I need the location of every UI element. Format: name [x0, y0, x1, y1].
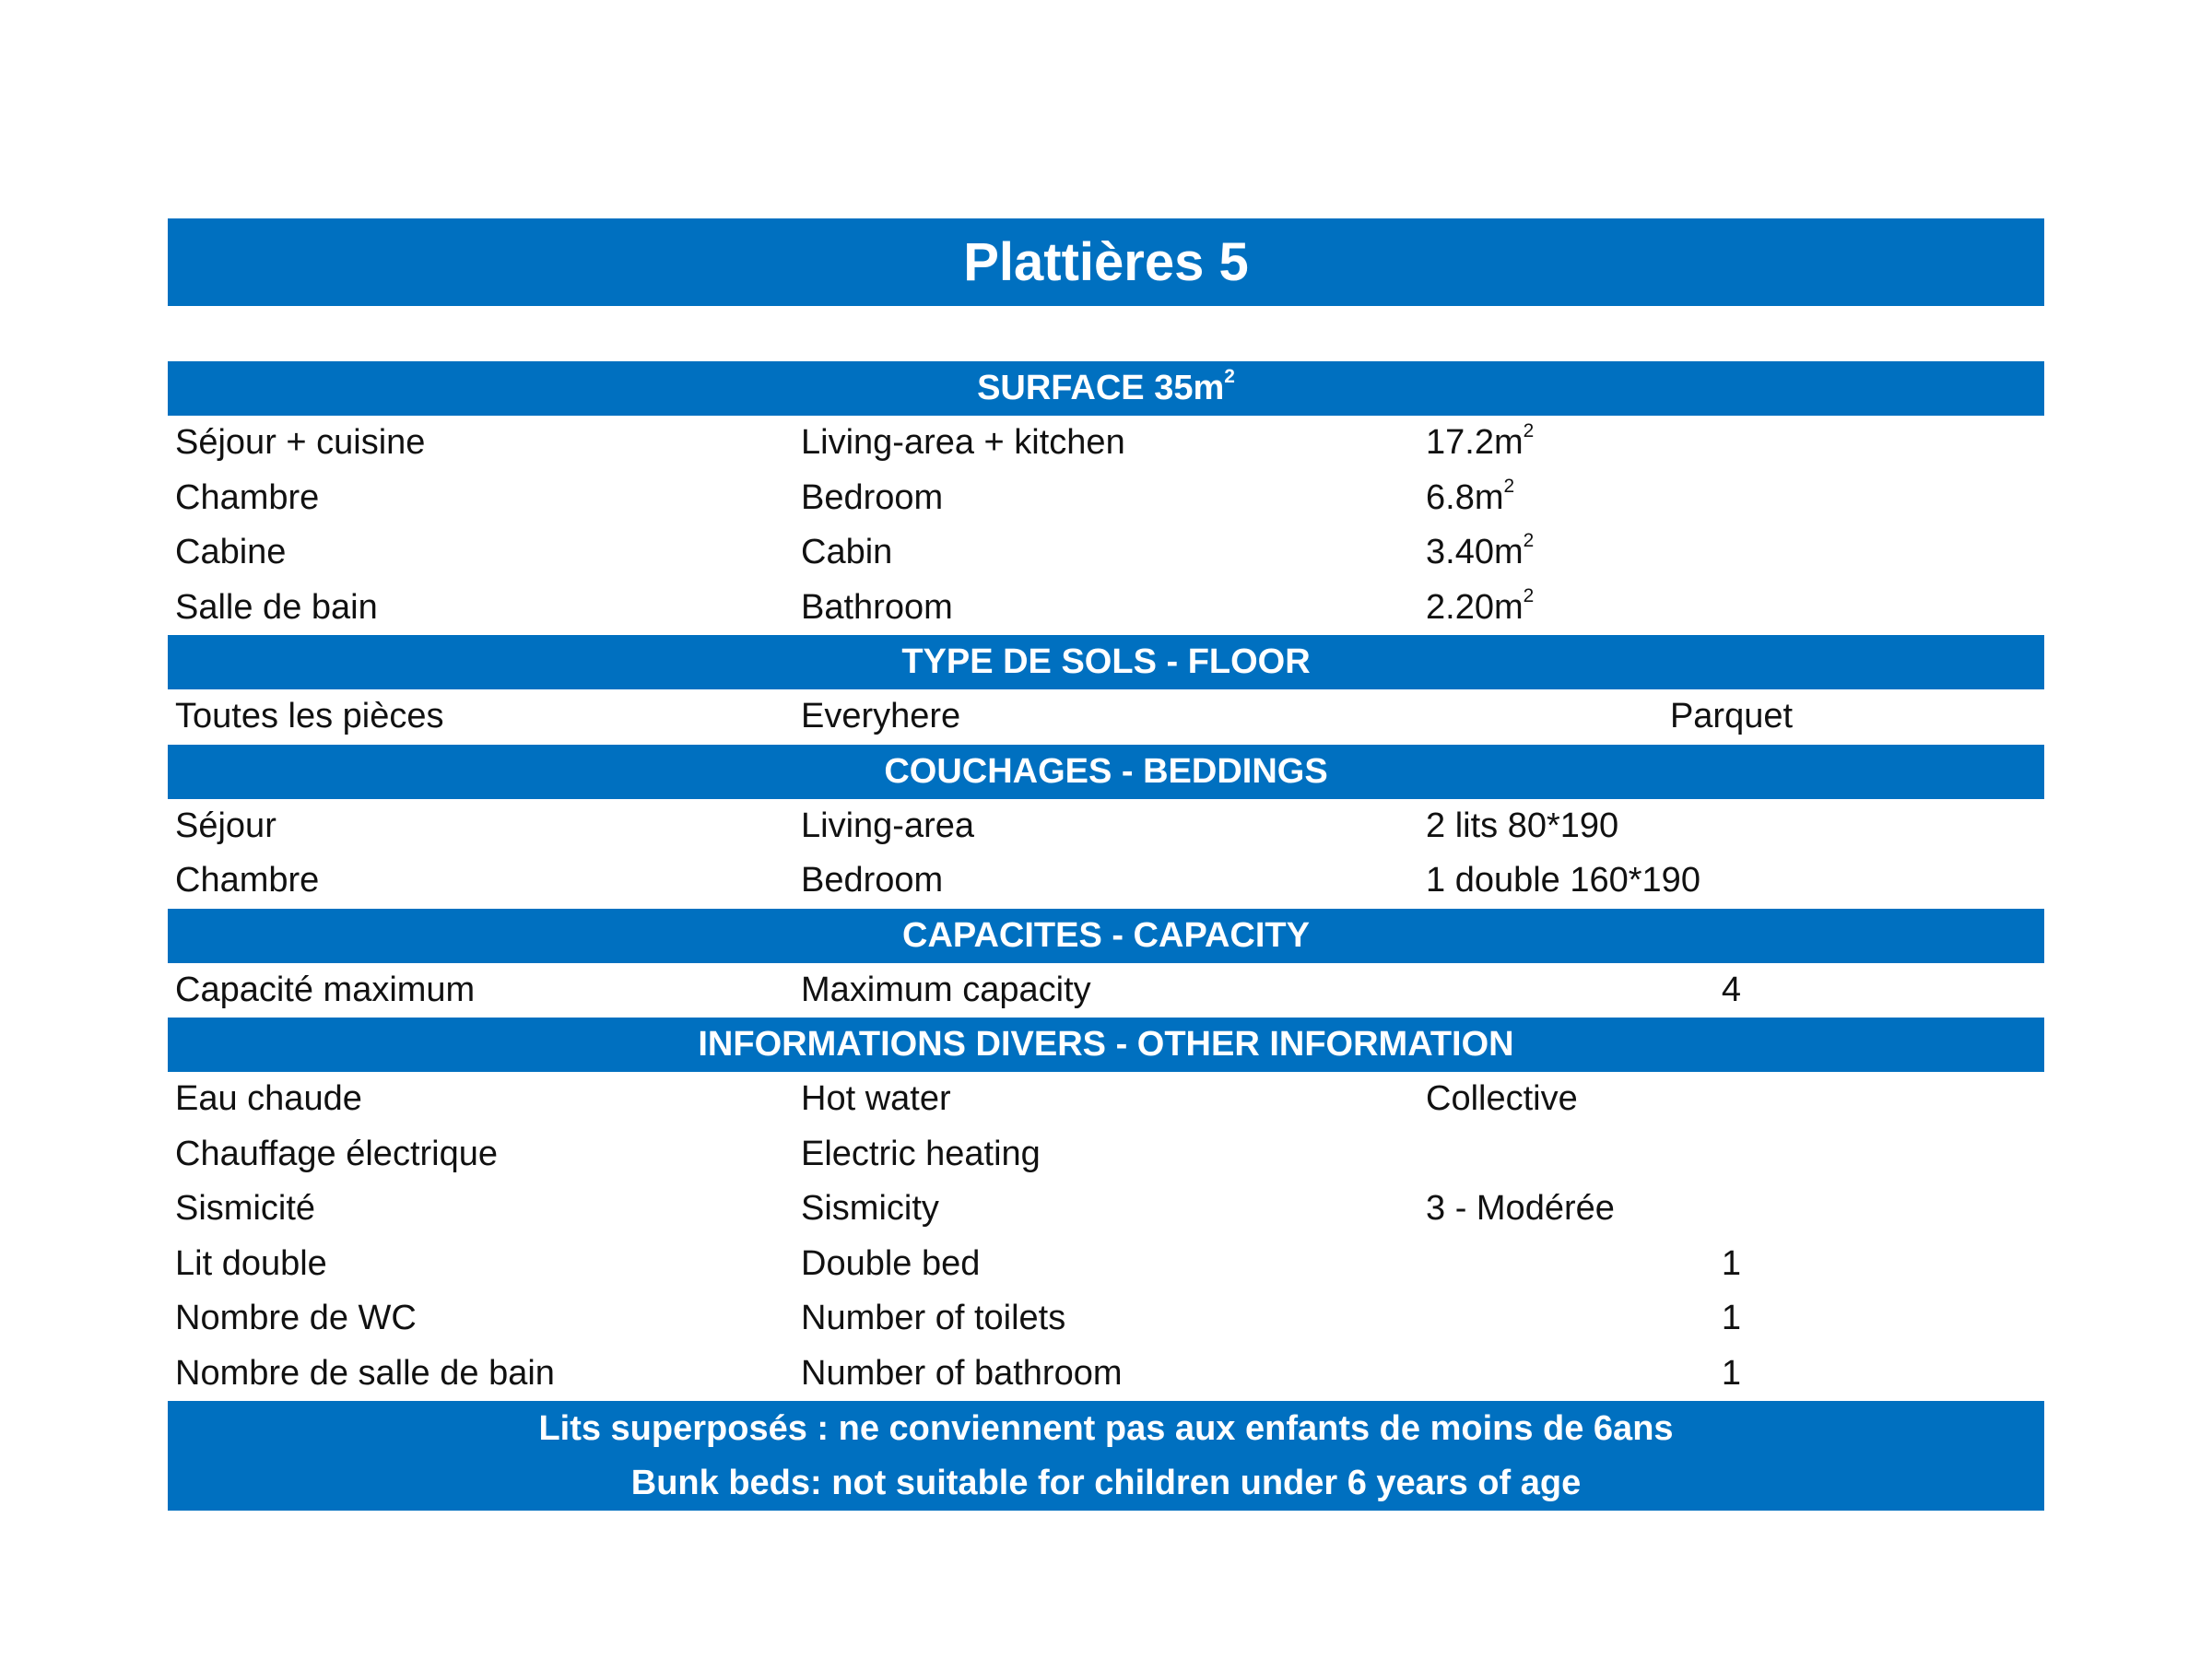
row-value — [1418, 420, 2044, 463]
value-sup: 2 — [1523, 530, 1535, 552]
row-label-fr: Sismicité — [175, 1189, 316, 1229]
row-value: 1 — [1721, 1243, 1742, 1283]
value-sup: 2 — [1503, 475, 1515, 497]
row-value: Collective — [1426, 1079, 1578, 1119]
row-value — [1418, 475, 2044, 518]
row-label-fr: Séjour + cuisine — [175, 423, 426, 463]
row-label-en: Maximum capacity — [801, 970, 1091, 1009]
row-label-en: Bedroom — [801, 477, 944, 517]
table-row — [168, 1127, 2044, 1182]
row-value: 4 — [1721, 970, 1742, 1009]
row-label-en: Bathroom — [801, 587, 953, 627]
table-row — [168, 853, 2044, 909]
row-label-en: Bedroom — [801, 861, 944, 900]
row-label-fr: Chambre — [175, 477, 320, 517]
row-label-en: Cabin — [801, 533, 893, 572]
row-label-en: Number of toilets — [801, 1299, 1066, 1338]
value-text: 2.20m — [1426, 587, 1524, 627]
row-label-fr: Chambre — [175, 861, 320, 900]
table-row — [168, 581, 2044, 636]
value-text: 3.40m — [1426, 533, 1524, 572]
value-sup: 2 — [1523, 584, 1535, 606]
row-label-en: Sismicity — [801, 1189, 939, 1229]
table-row — [168, 471, 2044, 526]
table-row — [168, 1237, 2044, 1292]
section-header-surface — [168, 361, 2044, 416]
row-label-fr: Salle de bain — [175, 587, 378, 627]
surface-header-label: SURFACE 35m — [977, 369, 1225, 407]
row-value: Parquet — [1669, 697, 1794, 736]
table-row — [168, 416, 2044, 471]
section-header-beddings: COUCHAGES - BEDDINGS — [168, 745, 2044, 799]
surface-header-sup: 2 — [1224, 366, 1235, 388]
row-value: 2 lits 80*190 — [1426, 806, 1619, 845]
table-row — [168, 1072, 2044, 1127]
section-header-other: INFORMATIONS DIVERS - OTHER INFORMATION — [168, 1018, 2044, 1072]
footer-note-en: Bunk beds: not suitable for children under 6 years of age — [630, 1463, 1582, 1502]
row-value: 1 — [1721, 1353, 1742, 1393]
row-label-fr: Toutes les pièces — [175, 697, 444, 736]
row-label-en: Living-area + kitchen — [801, 423, 1125, 463]
footer-note — [168, 1401, 2044, 1511]
row-value — [1418, 584, 2044, 628]
table-row — [168, 799, 2044, 854]
row-value: 3 - Modérée — [1426, 1189, 1615, 1229]
row-value: 1 double 160*190 — [1426, 861, 1700, 900]
row-label-fr: Chauffage électrique — [175, 1134, 498, 1173]
row-label-fr: Cabine — [175, 533, 287, 572]
row-label-en: Everyhere — [801, 697, 961, 736]
row-value: 1 — [1721, 1299, 1742, 1338]
value-sup: 2 — [1523, 420, 1535, 442]
row-label-en: Double bed — [801, 1243, 981, 1283]
row-label-fr: Nombre de WC — [175, 1299, 417, 1338]
row-value — [1418, 530, 2044, 572]
row-label-en: Number of bathroom — [801, 1353, 1123, 1393]
row-label-en: Living-area — [801, 806, 974, 845]
row-label-fr: Séjour — [175, 806, 276, 845]
value-text: 6.8m — [1426, 477, 1504, 517]
table-row — [168, 525, 2044, 581]
row-label-en: Electric heating — [801, 1134, 1041, 1173]
table-row — [168, 963, 2044, 1018]
row-label-fr: Lit double — [175, 1243, 327, 1283]
value-text: 17.2m — [1426, 423, 1524, 463]
row-label-fr: Eau chaude — [175, 1079, 362, 1119]
table-row — [168, 1182, 2044, 1237]
info-sheet — [168, 218, 2044, 1511]
row-label-fr: Capacité maximum — [175, 970, 476, 1009]
section-header-floor: TYPE DE SOLS - FLOOR — [168, 635, 2044, 689]
page-title: Plattières 5 — [168, 218, 2044, 306]
section-header-capacity: CAPACITES - CAPACITY — [168, 909, 2044, 963]
row-label-fr: Nombre de salle de bain — [175, 1353, 555, 1393]
table-row — [168, 689, 2044, 745]
row-label-en: Hot water — [801, 1079, 951, 1119]
table-row — [168, 1347, 2044, 1402]
footer-note-fr: Lits superposés : ne conviennent pas aux enfants de moins de 6ans — [538, 1408, 1674, 1448]
table-row — [168, 1291, 2044, 1347]
